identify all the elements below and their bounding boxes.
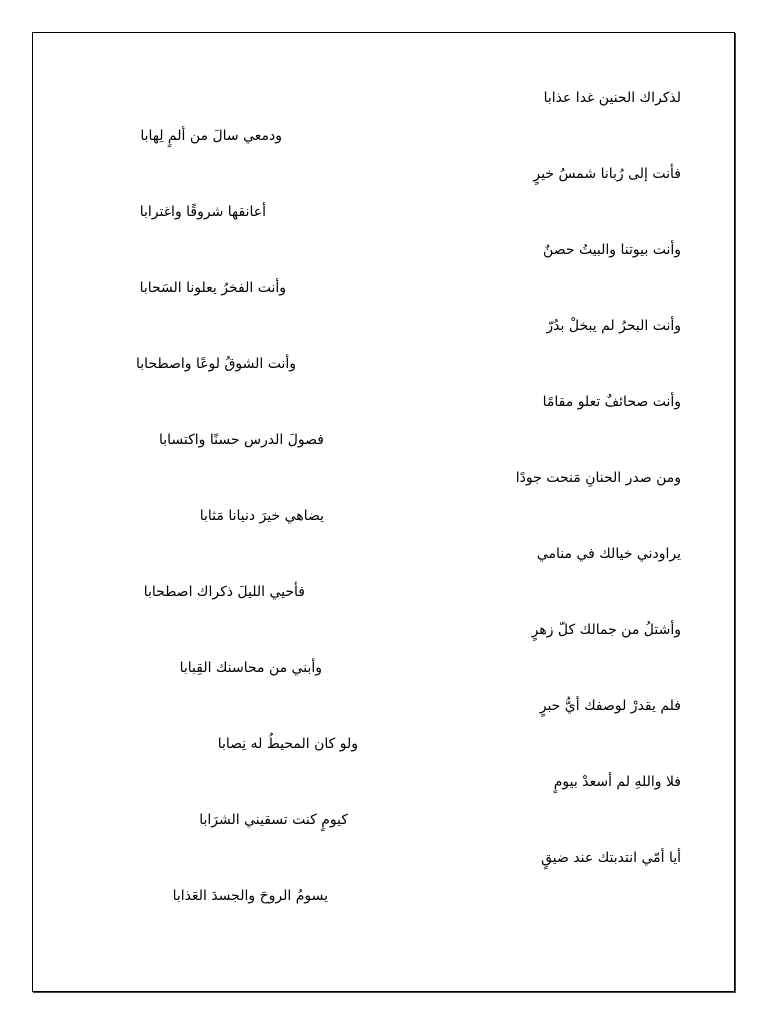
verse-11-second-hemistich: يسومُ الروحَ والجسدَ العَذابا: [172, 888, 328, 904]
verse-10-second-hemistich: كيومٍ كنت تسقيني الشرَابا: [199, 812, 348, 828]
verse-2-second-hemistich: أعانقها شروقًا واغترابا: [139, 204, 266, 220]
verse-8-second-hemistich: وأبني من محاسنك القِبابا: [179, 660, 322, 676]
verse-9-second-hemistich: ولو كان المحيطُ له نِصابا: [217, 736, 358, 752]
verse-2-first-hemistich: فأنت إلى رُبانا شمسُ خيرٍ: [533, 166, 681, 182]
verse-9-first-hemistich: فلم يقدرْ لوصفك أيُّ حبرٍ: [539, 698, 681, 714]
verse-11-first-hemistich: أيا أمّي انتدبتك عند ضيقٍ: [541, 850, 681, 866]
verse-1-first-hemistich: لذكراك الحنين غدا عذابا: [543, 90, 681, 106]
verse-1-second-hemistich: ودمعي سالَ من ألمٍ لِهابا: [140, 128, 282, 144]
verse-5-first-hemistich: وأنت صحائفٌ تعلو مقامًا: [542, 394, 681, 410]
verse-8-first-hemistich: وأشتلُ من جمالك كلّ زهرٍ: [531, 622, 681, 638]
verse-5-second-hemistich: فصولَ الدرس حسنًا واكتسابا: [158, 432, 324, 448]
verse-10-first-hemistich: فلا واللهِ لم أسعدْ بيومٍ: [553, 774, 681, 790]
verse-3-second-hemistich: وأنت الفخرُ يعلونا السَحابا: [139, 280, 286, 296]
verse-4-second-hemistich: وأنت الشوقُ لوعًا واصطحابا: [136, 356, 296, 372]
verse-6-second-hemistich: يضاهي خيرَ دنيانا مَثابا: [199, 508, 324, 524]
verse-7-second-hemistich: فأحيي الليلَ ذكراك اصطحابا: [143, 584, 305, 600]
verse-3-first-hemistich: وأنت بيوتنا والبيتُ حصنٌ: [543, 242, 681, 258]
verse-4-first-hemistich: وأنت البحرُ لم يبخلْ بدُرّ: [546, 318, 681, 334]
verse-7-first-hemistich: يراودني خيالك في منامي: [536, 546, 681, 562]
verse-6-first-hemistich: ومن صدر الحنانِ مَنحت جودًا: [515, 470, 681, 486]
